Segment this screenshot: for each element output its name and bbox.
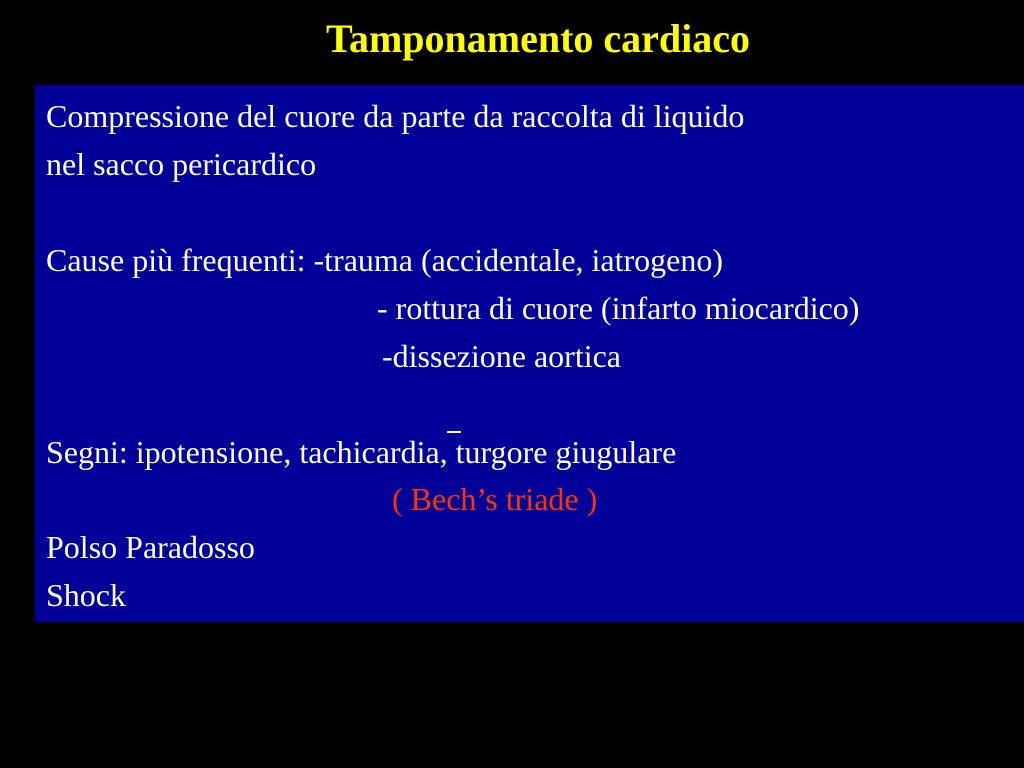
macron-mark xyxy=(447,431,461,433)
causes-line-3: -dissezione aortica xyxy=(382,338,621,374)
causes-line-2: - rottura di cuore (infarto miocardico) xyxy=(377,290,860,326)
definition-line-2: nel sacco pericardico xyxy=(46,146,317,182)
shock-line: Shock xyxy=(46,577,126,613)
triad-line: ( Bech’s triade ) xyxy=(392,481,598,517)
definition-line-1: Compressione del cuore da parte da raccolta di liquido xyxy=(46,98,745,134)
causes-line-1: Cause più frequenti: -trauma (accidentale, iatrogeno) xyxy=(46,242,724,278)
slide-title: Tamponamento cardiaco xyxy=(325,16,751,61)
pulse-line: Polso Paradosso xyxy=(46,529,255,565)
signs-line: Segni: ipotensione, tachicardia, turgore giugulare xyxy=(46,434,677,470)
